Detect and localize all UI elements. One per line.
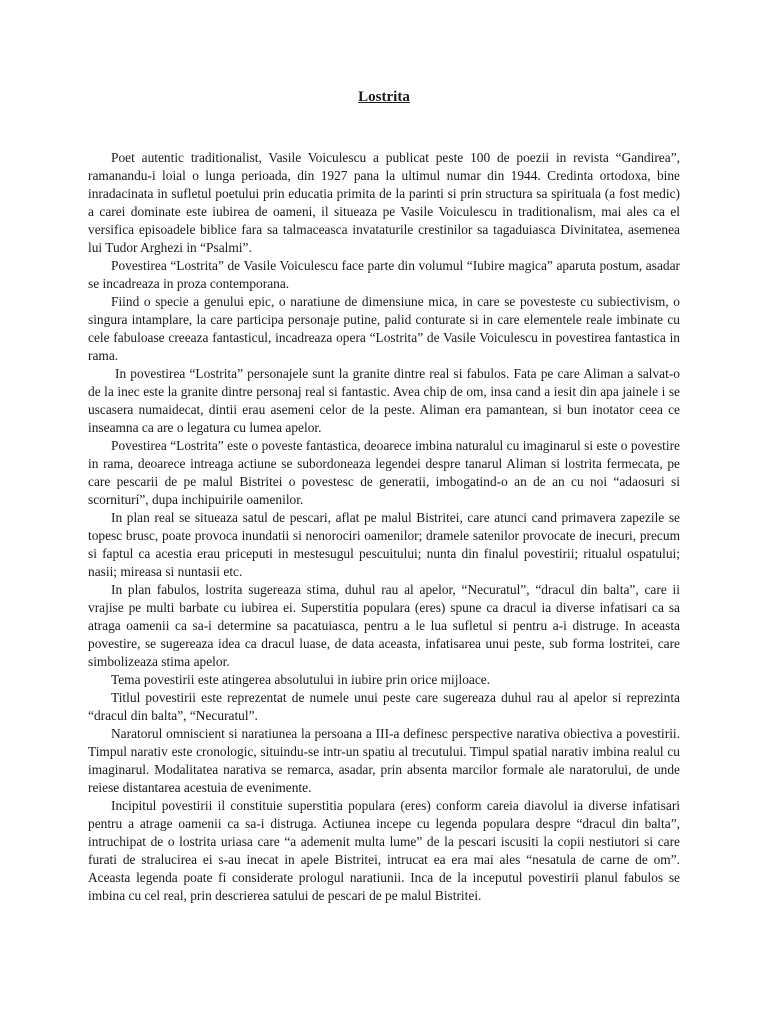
- paragraph: Fiind o specie a genului epic, o naratiune de dimensiune mica, in care se povesteste cu subiectivism, o singura intamplare, la care participa personaje putine, palid conturate si in care elementele reale imbinate cu cele fabuloase creeaza fantasticul, incadreaza opera “Lostrita” de Vasile Voiculescu in povestirea fantastica in rama.: [88, 294, 680, 363]
- paragraph: In povestirea “Lostrita” personajele sunt la granite dintre real si fabulos. Fata pe care Aliman a salvat-o de la inec este la granite dintre personaj real si fantastic. Avea chip de om, insa cand a iesit din apa jainele i se uscasera numaidecat, dintii erau asemeni celor de la peste. Aliman era pamantean, si bun inotator ceea ce inseamna ca are o legatura cu lumea apelor.: [88, 366, 680, 435]
- paragraph: In plan fabulos, lostrita sugereaza stima, duhul rau al apelor, “Necuratul”, “dracul din balta”, care ii vrajise pe multi barbate cu iubirea ei. Superstitia populara (eres) spune ca dracul ia diverse infatisari ca sa atraga oamenii ca sa-i determine sa pacatuiasca, pentru a le lua sufletul si pentru a-i distruge. In aceasta povestire, se sugereaza idea ca dracul luase, de data aceasta, infatisarea unui peste, sub forma lostritei, care simbolizeaza stima apelor.: [88, 582, 680, 669]
- paragraph: Tema povestirii este atingerea absolutului in iubire prin orice mijloace.: [111, 672, 491, 687]
- paragraph: Incipitul povestirii il constituie superstitia populara (eres) conform careia diavolul ia diverse infatisari pentru a atrage oamenii ca sa-i distruga. Actiunea incepe cu legenda populara despre “dracul din balta”, intruchipat de o lostrita uriasa care “a ademenit multa lume” de la pescari iscusiti la copii nestiutori si care furati de stralucirea ei s-au inecat in apele Bistritei, intrucat ea era mai ales “nesatula de carne de om”. Aceasta legenda poate fi considerate prologul naratiunii. Inca de la inceputul povestirii planul fabulos se imbina cu cel real, prin descrierea satului de pescari de pe malul Bistritei.: [88, 798, 680, 903]
- document-title: Lostrita: [358, 89, 410, 105]
- paragraph: In plan real se situeaza satul de pescari, aflat pe malul Bistritei, care atunci cand primavera zapezile se topesc brusc, poate provoca inundatii si nenorociri oamenilor; dramele satenilor provocate de inecuri, precum si faptul ca acestia erau priceputi in mestesugul pescuitului; nunta din finalul povestirii; ritualul ospatului; nasii; mireasa si nuntasii etc.: [88, 510, 680, 579]
- paragraph: Titlul povestirii este reprezentat de numele unui peste care sugereaza duhul rau al apelor si reprezinta “dracul din balta”, “Necuratul”.: [88, 690, 680, 723]
- document-body: [88, 149, 680, 905]
- paragraph: Povestirea “Lostrita” este o poveste fantastica, deoarece imbina naturalul cu imaginarul si este o povestire in rama, deoarece intreaga actiune se subordoneaza legendei despre tanarul Aliman si lostrita fermecata, pe care pescarii de pe malul Bistritei o povestesc de generatii, imbogatind-o an de an cu noi “adaosuri si scorniturí”, dupa inchipuirile oamenilor.: [88, 438, 680, 507]
- paragraph: Naratorul omniscient si naratiunea la persoana a III-a definesc perspective narativa obiectiva a povestirii. Timpul narativ este cronologic, situindu-se intr-un spatiu al trecutului. Timpul spatial narativ imbina realul cu imaginarul. Modalitatea narativa se remarca, asadar, prin absenta marcilor formale ale naratorului, de unde reiese distantarea acestuia de evenimente.: [88, 726, 680, 795]
- paragraph: Povestirea “Lostrita” de Vasile Voiculescu face parte din volumul “Iubire magica” aparuta postum, asadar se incadreaza in proza contemporana.: [88, 258, 680, 291]
- document-page: [88, 88, 680, 905]
- paragraph: Poet autentic traditionalist, Vasile Voiculescu a publicat peste 100 de poezii in revista “Gandirea”, ramanandu-i loial o lunga perioada, din 1927 pana la ultimul numar din 1944. Credinta ortodoxa, bine inradacinata in sufletul poetului prin educatia primita de la parinti si prin structura sa spirituala (a fost medic) a carei dominate este iubirea de oameni, il situeaza pe Vasile Voiculescu in traditionalism, mai ales ca el versifica episoadele biblice fara sa talmaceasca invataturile crestinilor sa tagaduiasca Divinitatea, asemenea lui Tudor Arghezi in “Psalmi”.: [88, 150, 680, 255]
